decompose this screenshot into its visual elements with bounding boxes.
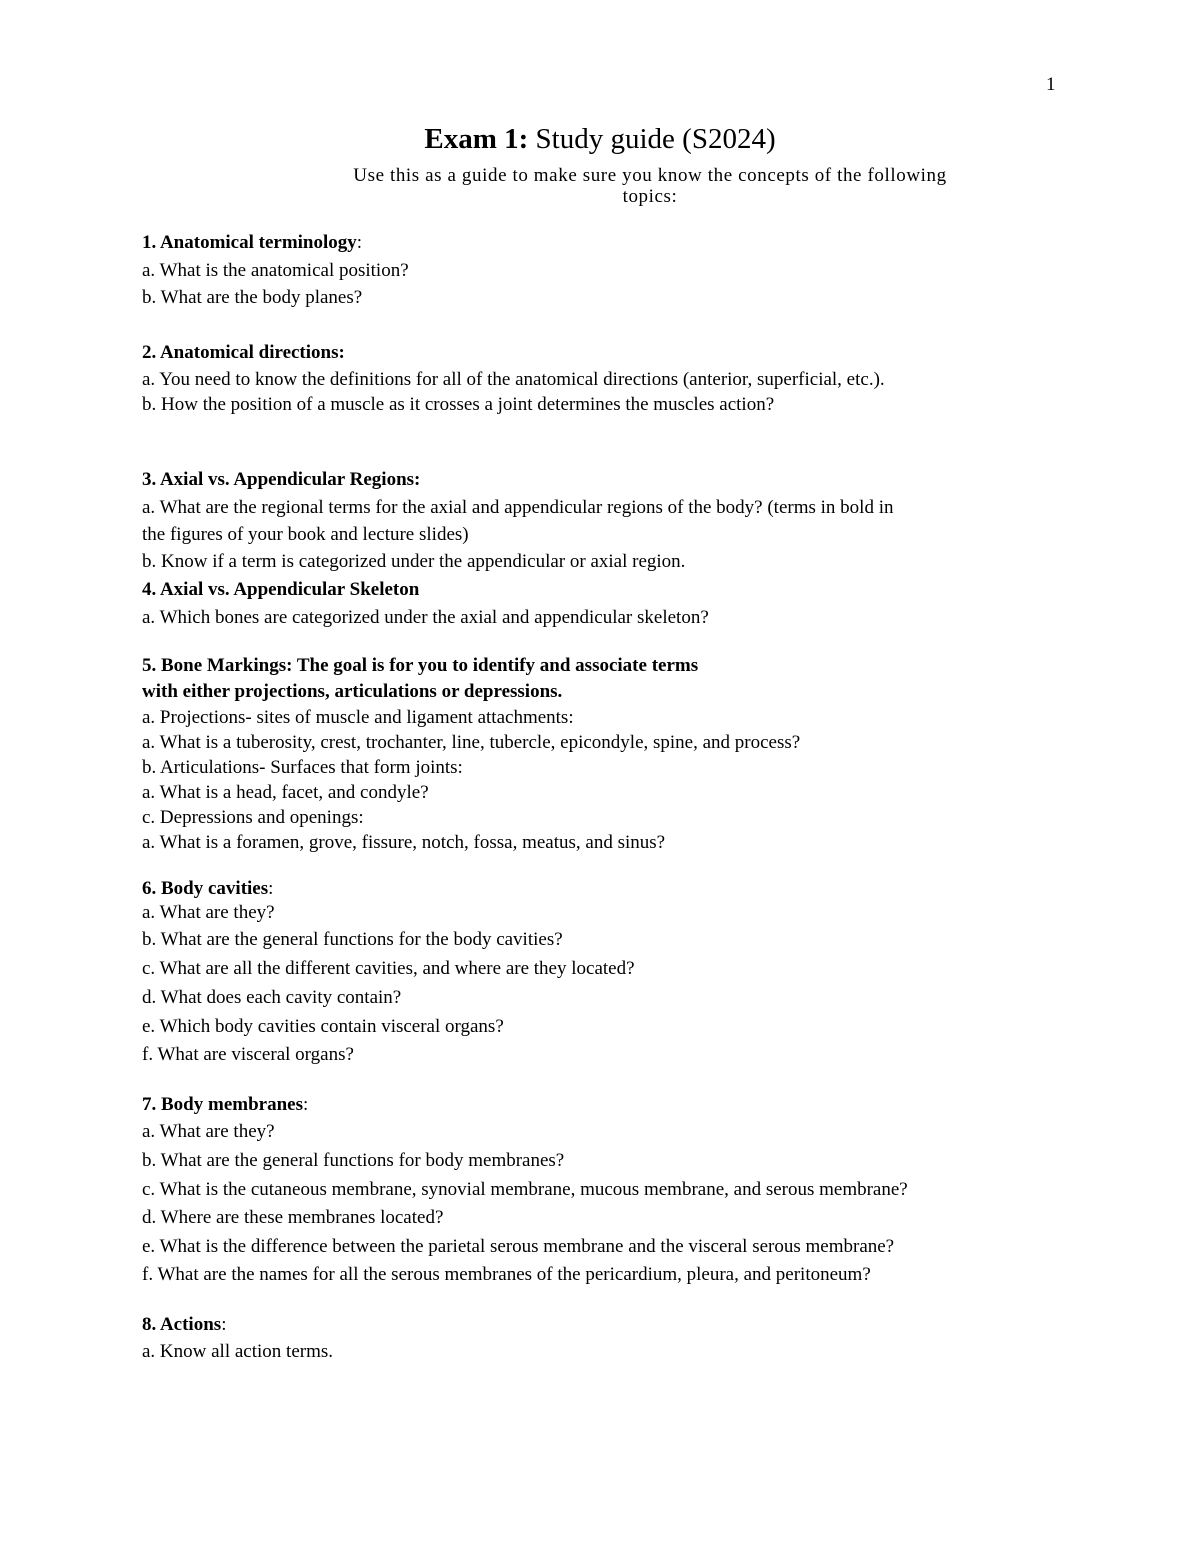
heading-text: 4. Axial vs. Appendicular Skeleton [142, 579, 420, 600]
section-axial-appendicular-regions [142, 465, 1082, 575]
section-body-membranes [142, 1091, 1082, 1289]
list-item: e. What is the difference between the parietal serous membrane and the visceral serous membrane? [142, 1236, 895, 1257]
section-heading [142, 653, 1082, 705]
section-heading [142, 465, 1082, 494]
section-heading [142, 1091, 1082, 1118]
heading-text: 2. Anatomical directions: [142, 342, 345, 363]
heading-text: 7. Body membranes [142, 1094, 303, 1115]
heading-text-line-2: with either projections, articulations or depressions. [142, 681, 563, 702]
list-item: a. Which bones are categorized under the axial and appendicular skeleton? [142, 607, 709, 628]
list-item: a. What are the regional terms for the axial and appendicular regions of the body? (terms in bold in [142, 497, 894, 518]
list-item: d. What does each cavity contain? [142, 987, 402, 1008]
list-item: c. What is the cutaneous membrane, synovial membrane, mucous membrane, and serous membrane? [142, 1179, 908, 1200]
list-item: a. What is the anatomical position? [142, 260, 409, 281]
list-item: b. What are the general functions for body membranes? [142, 1150, 565, 1171]
list-item: c. Depressions and openings: [142, 807, 364, 828]
section-heading [142, 877, 1082, 901]
subtitle-line-2: topics: [622, 186, 678, 207]
section-bone-markings [142, 653, 1082, 855]
list-item: e. Which body cavities contain visceral organs? [142, 1016, 504, 1037]
heading-suffix: : [356, 232, 363, 253]
section-anatomical-directions [142, 338, 1082, 417]
section-axial-appendicular-skeleton [142, 575, 1082, 631]
section-heading [142, 575, 1082, 604]
document-subtitle [300, 165, 1000, 207]
list-item: a. What is a head, facet, and condyle? [142, 782, 429, 803]
heading-text: 8. Actions [142, 1314, 222, 1335]
list-item: b. How the position of a muscle as it crosses a joint determines the muscles action? [142, 394, 775, 415]
study-guide-content [142, 228, 1082, 1365]
section-heading [142, 338, 1082, 367]
heading-text: 3. Axial vs. Appendicular Regions: [142, 469, 421, 490]
heading-suffix: : [221, 1314, 227, 1335]
list-item: a. Projections- sites of muscle and ligament attachments: [142, 707, 574, 728]
heading-text: 1. Anatomical terminology [142, 232, 357, 253]
heading-text: 5. Bone Markings: The goal is for you to identify and associate terms [142, 655, 699, 676]
list-item: c. What are all the different cavities, and where are they located? [142, 958, 635, 979]
list-item: f. What are the names for all the serous membranes of the pericardium, pleura, and peritoneum? [142, 1264, 871, 1285]
heading-text: 6. Body cavities [142, 878, 269, 899]
section-heading [142, 1311, 1082, 1338]
list-item: b. What are the general functions for the body cavities? [142, 929, 563, 950]
heading-suffix: : [302, 1094, 309, 1115]
list-item: b. Articulations- Surfaces that form joints: [142, 757, 463, 778]
title-bold: Exam 1: [424, 123, 529, 155]
list-item: b. Know if a term is categorized under the appendicular or axial region. [142, 551, 686, 572]
list-item: a. What is a tuberosity, crest, trochanter, line, tubercle, epicondyle, spine, and process? [142, 732, 801, 753]
section-actions [142, 1311, 1082, 1365]
document-title [0, 122, 1200, 157]
list-item: a. What is a foramen, grove, fissure, notch, fossa, meatus, and sinus? [142, 832, 666, 853]
page-number: 1 [1046, 74, 1056, 95]
list-item: a. What are they? [142, 902, 275, 923]
list-item: d. Where are these membranes located? [142, 1207, 444, 1228]
subtitle-line-1: Use this as a guide to make sure you know the concepts of the following [353, 165, 947, 186]
heading-suffix: : [268, 878, 274, 899]
list-item: a. Know all action terms. [142, 1341, 334, 1362]
list-item: a. What are they? [142, 1121, 275, 1142]
title-rest: Study guide (S2024) [528, 123, 776, 155]
section-anatomical-terminology [142, 228, 1082, 311]
list-item: the figures of your book and lecture slides) [142, 524, 469, 545]
list-item: a. You need to know the definitions for all of the anatomical directions (anterior, superficial, etc.). [142, 369, 885, 390]
list-item: f. What are visceral organs? [142, 1044, 354, 1065]
list-item: b. What are the body planes? [142, 287, 363, 308]
section-heading [142, 228, 1082, 257]
section-body-cavities [142, 877, 1082, 1069]
